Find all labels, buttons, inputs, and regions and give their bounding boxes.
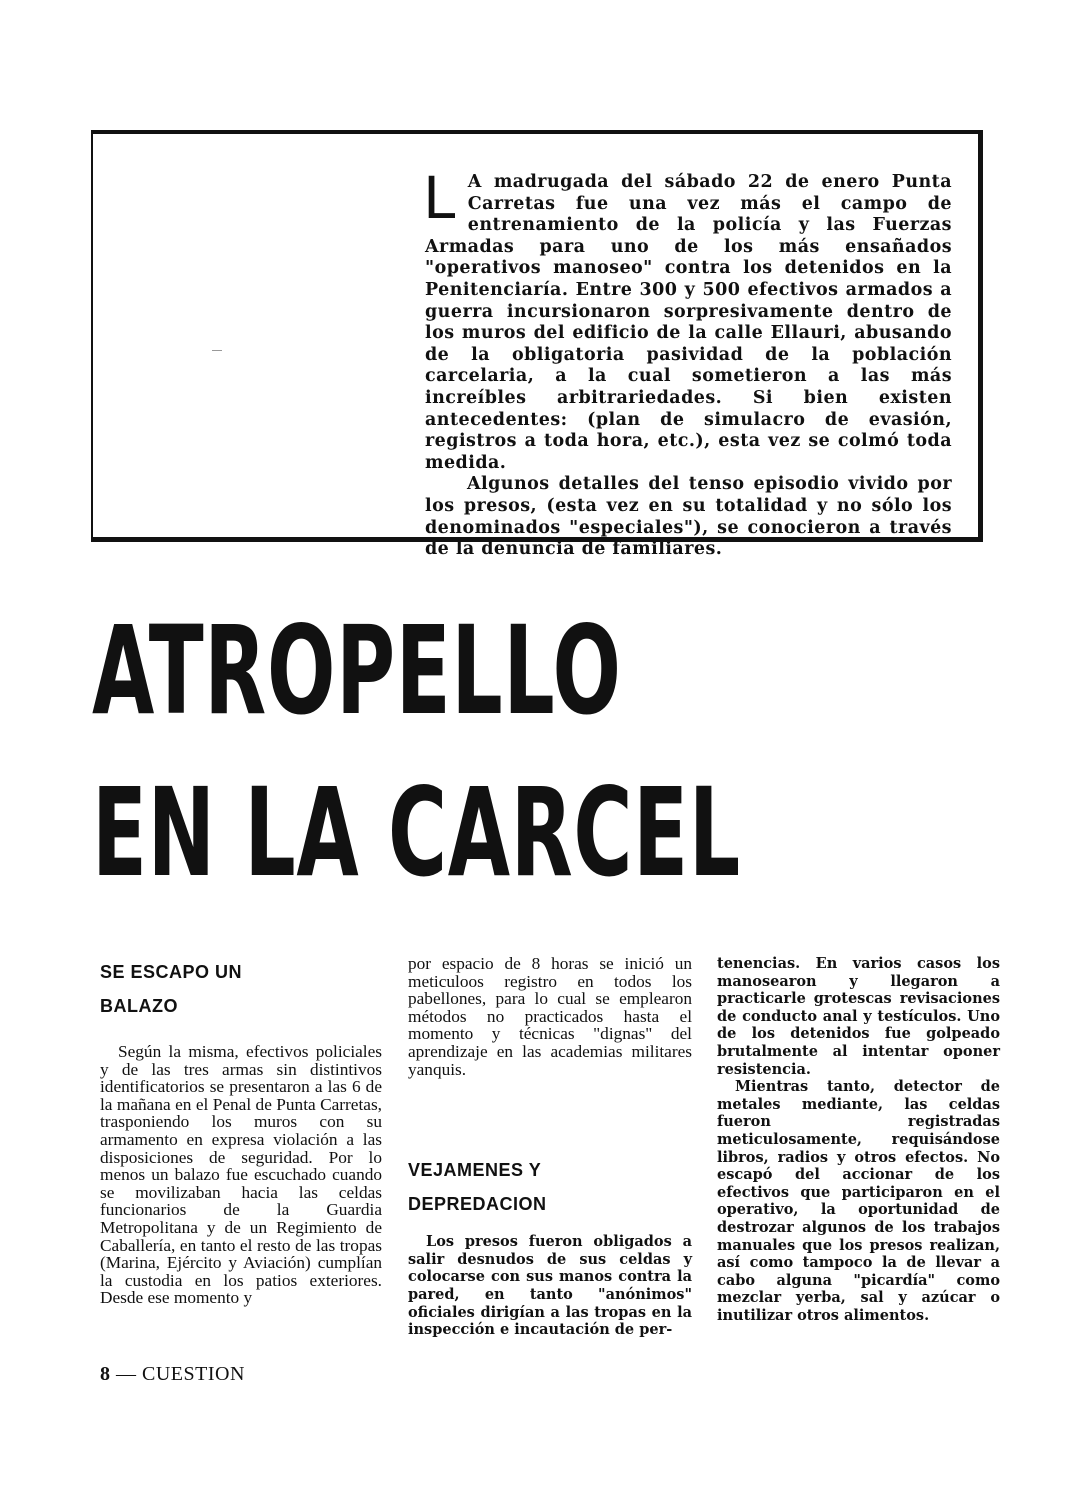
subhead-se-escapo-un-balazo [100, 955, 300, 1023]
subhead-line-2: DEPREDACION [408, 1194, 547, 1215]
publication-name: CUESTION [142, 1363, 245, 1385]
subhead-line-1: SE ESCAPO UN [100, 962, 243, 982]
subhead-line-2: BALAZO [100, 996, 178, 1016]
article-column-1 [100, 955, 382, 1307]
page-footer [100, 1363, 245, 1386]
subhead-line-1: VEJAMENES Y [408, 1160, 542, 1181]
column-1-body: Según la misma, efectivos policiales y de las tres armas sin distintivos identificatorios se presentaron a las 6 de la mañana en el Penal de Punta Carretas, trasponiendo los muros con su armamento en expresa violación a las disposiciones de seguridad. Por lo menos un balazo fue escuchado cuando se movilizaban hacia las celdas funcionarios de la Guardia Metropolitana y de un Regimiento de Caballería, en tanto el resto de las tropas (Marina, Ejército y Aviación) cumplían la custodia en los patios exteriores. Desde ese momento y [100, 1042, 382, 1308]
intro-paragraph-1-text: A madrugada del sábado 22 de enero Punta Carretas fue una vez más el campo de entrenamiento de la policía y las Fuerzas Armadas para uno de los más ensañados "operativos manoseo" contra los detenidos en la Penitenciaría. Entre 300 y 500 efectivos armados a guerra incursionaron sorpresivamente dentro de los muros del edificio de la calle Ellauri, abusando de la obligatoria pasividad de la población carcelaria, a la cual sometieron a las más increíbles arbitrariedades. Si bien existen antecedentes: (plan de simulacro de evasión, registros a toda hora, etc.), esta vez se colmó toda medida. [425, 172, 952, 473]
page-number: 8 [100, 1363, 111, 1385]
headline-line-2: EN LA CARCEL [92, 762, 741, 904]
intro-paragraph-1 [423, 164, 952, 474]
article-column-3 [717, 955, 1000, 1324]
drop-cap: L [423, 164, 456, 232]
column-2-body-2: Los presos fueron obligados a salir desnudos de sus celdas y colocarse con sus manos contra la pared, en tanto "anónimos" oficiales dirigían a las tropas en la inspección e incautación de per- [408, 1233, 692, 1339]
headline-line-1: ATROPELLO [92, 600, 622, 742]
intro-text [423, 164, 952, 561]
footer-separator: — [116, 1363, 137, 1385]
subhead-vejamenes-y-depredacion [408, 1153, 608, 1221]
column-3-body-2: Mientras tanto, detector de metales mediante, las celdas fueron registradas meticulosamente, requisándose libros, radios y otros efectos. No escapó del accionar de los efectivos que participaron en el operativo, la oportunidad de destrozar algunos de los trabajos manuales que los presos realizan, así como tampoco la de llevar a cabo alguna "picardía" como mezclar yerba, sal y azúcar o inutilizar otros alimentos. [717, 1078, 1000, 1324]
column-2-body-1: por espacio de 8 horas se inició un meticuloos registro en todos los pabellones, para lo cual se emplearon métodos no practicados hasta el momento y técnicas "dignas" del aprendizaje en las academias militares yanquis. [408, 954, 692, 1079]
column-3-body-1: tenencias. En varios casos los manosearon y llegaron a practicarle grotescas revisaciones de conducto anal y testículos. Uno de los detenidos fue golpeado brutalmente al intentar oponer resistencia. [717, 955, 1000, 1078]
intro-paragraph-2: Algunos detalles del tenso episodio vivido por los presos, (esta vez en su totalidad y no sólo los denominados "especiales"), se conocieron a través de la denuncia de familiares. [425, 474, 952, 560]
article-column-2 [408, 955, 692, 1339]
print-mark [212, 350, 222, 351]
